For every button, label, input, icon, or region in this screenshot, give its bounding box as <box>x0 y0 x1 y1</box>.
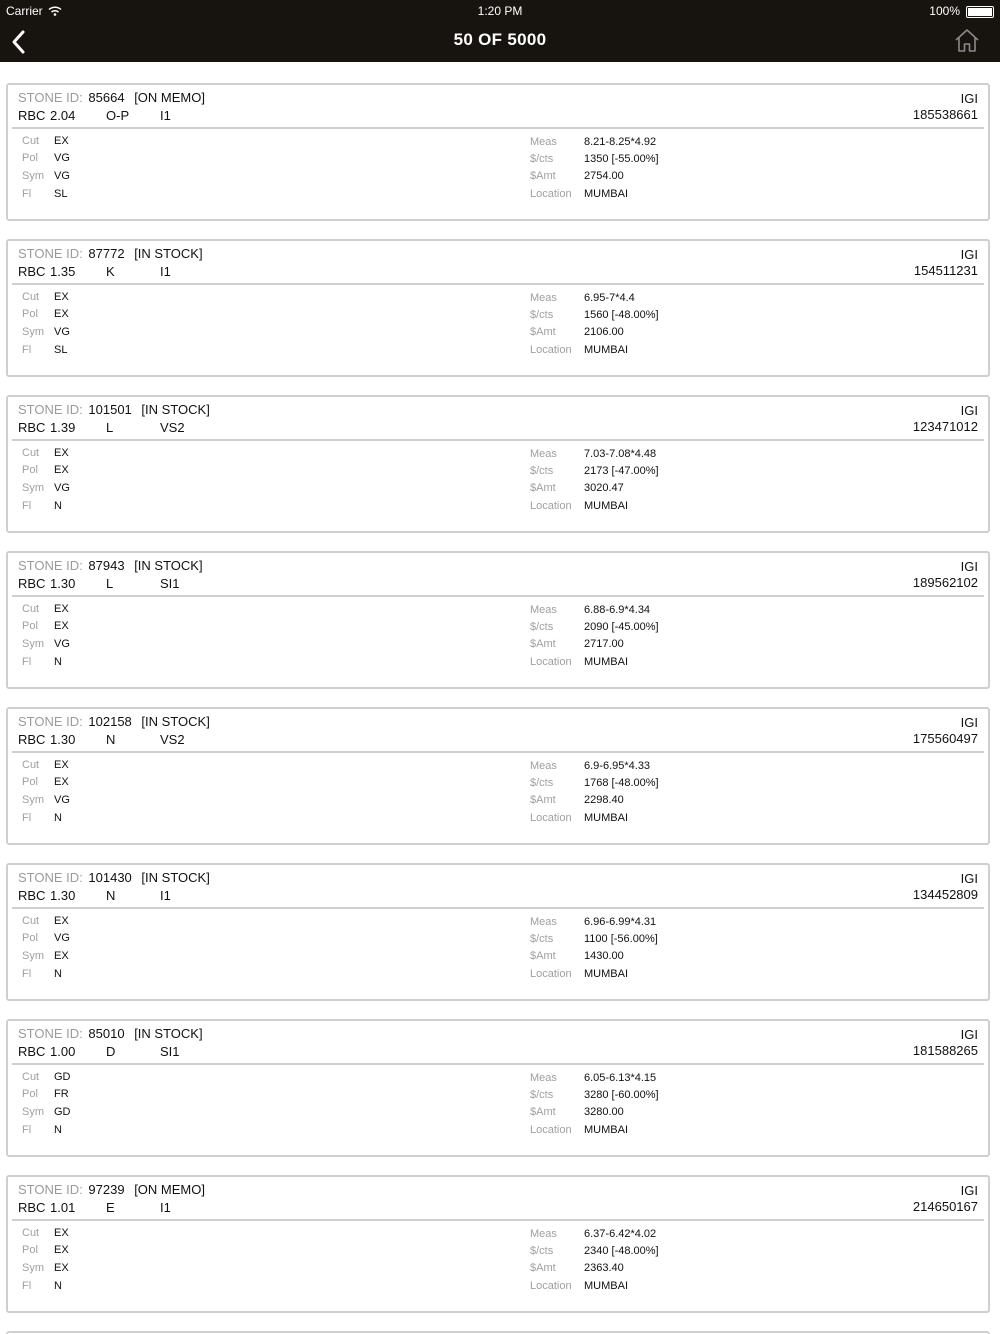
home-icon[interactable] <box>954 27 980 53</box>
prop-cut-value: EX <box>54 291 69 303</box>
prop-pol-label: Pol <box>22 1244 38 1256</box>
stone-shape: RBC <box>18 420 46 435</box>
prop-pol-value: VG <box>54 932 70 944</box>
prop-sym-value: VG <box>54 482 70 494</box>
prop-pol-value: EX <box>54 464 69 476</box>
prop-meas-label: Meas <box>530 1228 557 1240</box>
prop-per-ct-label: $/cts <box>530 309 554 321</box>
prop-per-ct-label: $/cts <box>530 1089 554 1101</box>
prop-cut-label: Cut <box>22 759 40 771</box>
prop-pol-label: Pol <box>22 776 38 788</box>
prop-per-ct-value: 1100 [-56.00%] <box>584 933 658 945</box>
prop-cut-label: Cut <box>22 915 40 927</box>
stone-status: [IN STOCK] <box>141 402 210 417</box>
prop-location-value: MUMBAI <box>584 968 628 980</box>
prop-location-value: MUMBAI <box>584 188 628 200</box>
stone-id-row <box>18 1182 205 1197</box>
prop-location-label: Location <box>530 1280 572 1292</box>
prop-fl-value: N <box>54 1124 62 1136</box>
prop-fl-label: Fl <box>22 1124 32 1136</box>
stone-card[interactable] <box>6 239 990 377</box>
stone-card-header <box>12 1177 984 1221</box>
stone-card[interactable] <box>6 83 990 221</box>
stone-color: E <box>106 1200 115 1215</box>
prop-cut-value: GD <box>54 1071 71 1083</box>
prop-meas-value: 7.03-7.08*4.48 <box>584 448 657 460</box>
prop-cut-label: Cut <box>22 603 40 615</box>
stone-card[interactable] <box>6 1019 990 1157</box>
stone-id-value: 97239 <box>88 1182 125 1197</box>
lab-name: IGI <box>960 91 978 106</box>
stone-color: L <box>106 576 114 591</box>
prop-location-value: MUMBAI <box>584 500 628 512</box>
battery-percent: 100% <box>929 4 960 18</box>
prop-amt-label: $Amt <box>530 326 556 338</box>
certificate-number[interactable]: 185538661 <box>912 107 978 122</box>
prop-amt-value: 3280.00 <box>584 1106 624 1118</box>
prop-amt-value: 3020.47 <box>584 482 624 494</box>
stone-card[interactable] <box>6 395 990 533</box>
prop-pol-label: Pol <box>22 1088 38 1100</box>
prop-fl-value: N <box>54 1280 62 1292</box>
stone-clarity: I1 <box>160 888 171 903</box>
prop-meas-value: 8.21-8.25*4.92 <box>584 136 657 148</box>
prop-sym-label: Sym <box>22 326 44 338</box>
navigation-bar <box>0 0 1000 62</box>
prop-fl-label: Fl <box>22 188 32 200</box>
prop-sym-value: VG <box>54 170 70 182</box>
prop-fl-value: N <box>54 968 62 980</box>
stone-id-label: STONE ID: <box>18 714 83 729</box>
prop-location-value: MUMBAI <box>584 1280 628 1292</box>
prop-fl-value: N <box>54 812 62 824</box>
prop-meas-value: 6.88-6.9*4.34 <box>584 604 651 616</box>
stone-clarity: I1 <box>160 1200 171 1215</box>
stone-id-value: 85664 <box>88 90 125 105</box>
stone-clarity: SI1 <box>160 1044 180 1059</box>
stone-shape: RBC <box>18 888 46 903</box>
prop-sym-label: Sym <box>22 638 44 650</box>
prop-amt-label: $Amt <box>530 1106 556 1118</box>
prop-pol-label: Pol <box>22 152 38 164</box>
prop-cut-label: Cut <box>22 291 40 303</box>
prop-location-label: Location <box>530 344 572 356</box>
prop-sym-value: VG <box>54 326 70 338</box>
prop-cut-value: EX <box>54 447 69 459</box>
prop-location-label: Location <box>530 656 572 668</box>
prop-cut-label: Cut <box>22 135 40 147</box>
stone-clarity: I1 <box>160 108 171 123</box>
stone-card[interactable] <box>6 551 990 689</box>
prop-meas-value: 6.05-6.13*4.15 <box>584 1072 657 1084</box>
prop-location-label: Location <box>530 812 572 824</box>
prop-location-label: Location <box>530 188 572 200</box>
prop-amt-label: $Amt <box>530 638 556 650</box>
lab-name: IGI <box>960 1183 978 1198</box>
stone-shape: RBC <box>18 1044 46 1059</box>
prop-fl-label: Fl <box>22 1280 32 1292</box>
stone-id-label: STONE ID: <box>18 402 83 417</box>
stone-id-label: STONE ID: <box>18 870 83 885</box>
stone-color: D <box>106 1044 116 1059</box>
stone-color: N <box>106 888 116 903</box>
stone-clarity: SI1 <box>160 576 180 591</box>
prop-per-ct-value: 2173 [-47.00%] <box>584 465 659 477</box>
stone-color: K <box>106 264 115 279</box>
prop-meas-value: 6.9-6.95*4.33 <box>584 760 651 772</box>
prop-per-ct-value: 2090 [-45.00%] <box>584 621 659 633</box>
prop-pol-value: EX <box>54 776 69 788</box>
prop-cut-value: EX <box>54 915 69 927</box>
stone-shape: RBC <box>18 108 46 123</box>
stone-color: N <box>106 732 116 747</box>
stone-id-value: 101501 <box>88 402 132 417</box>
stone-status: [IN STOCK] <box>134 558 203 573</box>
prop-per-ct-value: 1350 [-55.00%] <box>584 153 659 165</box>
stone-color: L <box>106 420 114 435</box>
prop-pol-value: EX <box>54 620 69 632</box>
lab-name: IGI <box>960 715 978 730</box>
lab-name: IGI <box>960 403 978 418</box>
stone-card[interactable] <box>6 707 990 845</box>
stone-shape: RBC <box>18 732 46 747</box>
stone-id-value: 87943 <box>88 558 125 573</box>
prop-sym-value: GD <box>54 1106 71 1118</box>
stone-id-row <box>18 90 205 105</box>
stone-status: [IN STOCK] <box>141 714 210 729</box>
prop-per-ct-label: $/cts <box>530 465 554 477</box>
stone-id-label: STONE ID: <box>18 90 83 105</box>
prop-fl-value: SL <box>54 344 68 356</box>
prop-cut-value: EX <box>54 603 69 615</box>
prop-cut-label: Cut <box>22 1227 40 1239</box>
prop-per-ct-value: 1768 [-48.00%] <box>584 777 659 789</box>
prop-cut-label: Cut <box>22 447 40 459</box>
prop-meas-label: Meas <box>530 1072 557 1084</box>
prop-fl-value: SL <box>54 188 68 200</box>
stone-status: [ON MEMO] <box>134 90 205 105</box>
prop-fl-label: Fl <box>22 656 32 668</box>
stone-color: O-P <box>106 108 130 123</box>
stone-card-header <box>12 553 984 597</box>
prop-amt-value: 2363.40 <box>584 1262 624 1274</box>
prop-location-value: MUMBAI <box>584 344 628 356</box>
prop-per-ct-value: 1560 [-48.00%] <box>584 309 659 321</box>
certificate-number[interactable]: 134452809 <box>912 887 978 902</box>
prop-cut-label: Cut <box>22 1071 40 1083</box>
prop-amt-label: $Amt <box>530 170 556 182</box>
prop-meas-label: Meas <box>530 292 557 304</box>
stone-card[interactable] <box>6 863 990 1001</box>
stone-id-row <box>18 714 210 729</box>
prop-per-ct-label: $/cts <box>530 153 554 165</box>
stone-id-value: 102158 <box>88 714 132 729</box>
prop-sym-label: Sym <box>22 170 44 182</box>
prop-pol-label: Pol <box>22 308 38 320</box>
stone-clarity: VS2 <box>160 732 185 747</box>
certificate-number[interactable]: 189562102 <box>912 575 978 590</box>
stone-carat: 1.01 <box>50 1200 76 1215</box>
prop-per-ct-value: 2340 [-48.00%] <box>584 1245 659 1257</box>
prop-pol-label: Pol <box>22 464 38 476</box>
certificate-number[interactable]: 181588265 <box>912 1043 978 1058</box>
stone-clarity: I1 <box>160 264 171 279</box>
stone-shape: RBC <box>18 576 46 591</box>
stone-carat: 1.30 <box>50 888 76 903</box>
stone-card-header <box>12 1021 984 1065</box>
prop-amt-value: 2717.00 <box>584 638 624 650</box>
prop-location-value: MUMBAI <box>584 1124 628 1136</box>
battery-icon <box>966 6 994 18</box>
stone-shape: RBC <box>18 264 46 279</box>
prop-meas-value: 6.96-6.99*4.31 <box>584 916 657 928</box>
certificate-number[interactable]: 154511231 <box>913 263 978 278</box>
prop-meas-label: Meas <box>530 448 557 460</box>
stone-card[interactable] <box>6 1175 990 1313</box>
prop-amt-label: $Amt <box>530 950 556 962</box>
prop-per-ct-label: $/cts <box>530 1245 554 1257</box>
prop-amt-value: 1430.00 <box>584 950 624 962</box>
prop-sym-label: Sym <box>22 1106 44 1118</box>
prop-amt-value: 2298.40 <box>584 794 624 806</box>
stone-carat: 2.04 <box>50 108 76 123</box>
prop-cut-value: EX <box>54 135 69 147</box>
stone-shape: RBC <box>18 1200 46 1215</box>
prop-amt-label: $Amt <box>530 1262 556 1274</box>
clock: 1:20 PM <box>477 4 523 18</box>
stone-id-row <box>18 1026 203 1041</box>
lab-name: IGI <box>960 247 978 262</box>
prop-sym-value: EX <box>54 950 69 962</box>
prop-sym-label: Sym <box>22 482 44 494</box>
stone-status: [IN STOCK] <box>134 246 203 261</box>
stone-carat: 1.35 <box>50 264 76 279</box>
prop-meas-label: Meas <box>530 604 557 616</box>
prop-pol-value: FR <box>54 1088 69 1100</box>
prop-sym-label: Sym <box>22 950 44 962</box>
prop-location-label: Location <box>530 500 572 512</box>
carrier-text: Carrier <box>6 4 43 18</box>
stone-status: [ON MEMO] <box>134 1182 205 1197</box>
prop-pol-value: EX <box>54 1244 69 1256</box>
prop-meas-value: 6.37-6.42*4.02 <box>584 1228 657 1240</box>
prop-pol-value: VG <box>54 152 70 164</box>
prop-per-ct-value: 3280 [-60.00%] <box>584 1089 659 1101</box>
prop-per-ct-label: $/cts <box>530 933 554 945</box>
prop-location-label: Location <box>530 968 572 980</box>
page-title: 50 OF 5000 <box>453 30 547 49</box>
stone-card-header <box>12 709 984 753</box>
stone-id-label: STONE ID: <box>18 1026 83 1041</box>
stone-card-header <box>12 397 984 441</box>
prop-meas-label: Meas <box>530 136 557 148</box>
certificate-number[interactable]: 175560497 <box>912 731 978 746</box>
lab-name: IGI <box>960 1027 978 1042</box>
stone-carat: 1.30 <box>50 732 76 747</box>
stone-id-row <box>18 870 210 885</box>
prop-meas-label: Meas <box>530 916 557 928</box>
certificate-number[interactable]: 214650167 <box>912 1199 978 1214</box>
stone-card-header <box>12 85 984 129</box>
prop-sym-value: VG <box>54 794 70 806</box>
prop-fl-label: Fl <box>22 344 32 356</box>
stone-id-row <box>18 558 203 573</box>
prop-fl-label: Fl <box>22 812 32 824</box>
prop-pol-value: EX <box>54 308 69 320</box>
prop-sym-value: VG <box>54 638 70 650</box>
prop-location-value: MUMBAI <box>584 812 628 824</box>
prop-amt-label: $Amt <box>530 482 556 494</box>
stone-status: [IN STOCK] <box>141 870 210 885</box>
stone-list[interactable] <box>0 62 1000 1334</box>
prop-pol-label: Pol <box>22 620 38 632</box>
stone-carat: 1.30 <box>50 576 76 591</box>
prop-fl-label: Fl <box>22 500 32 512</box>
stone-id-label: STONE ID: <box>18 1182 83 1197</box>
stone-id-label: STONE ID: <box>18 246 83 261</box>
prop-per-ct-label: $/cts <box>530 777 554 789</box>
prop-fl-label: Fl <box>22 968 32 980</box>
stone-card-header <box>12 241 984 285</box>
prop-sym-label: Sym <box>22 794 44 806</box>
stone-id-row <box>18 246 203 261</box>
stone-carat: 1.39 <box>50 420 76 435</box>
prop-fl-value: N <box>54 500 62 512</box>
prop-pol-label: Pol <box>22 932 38 944</box>
stone-id-value: 101430 <box>88 870 132 885</box>
prop-fl-value: N <box>54 656 62 668</box>
prop-amt-value: 2106.00 <box>584 326 624 338</box>
prop-meas-label: Meas <box>530 760 557 772</box>
lab-name: IGI <box>960 871 978 886</box>
stone-status: [IN STOCK] <box>134 1026 203 1041</box>
stone-id-row <box>18 402 210 417</box>
stone-id-value: 85010 <box>88 1026 125 1041</box>
prop-sym-label: Sym <box>22 1262 44 1274</box>
prop-cut-value: EX <box>54 1227 69 1239</box>
stone-clarity: VS2 <box>160 420 185 435</box>
prop-amt-value: 2754.00 <box>584 170 624 182</box>
prop-cut-value: EX <box>54 759 69 771</box>
prop-per-ct-label: $/cts <box>530 621 554 633</box>
prop-location-value: MUMBAI <box>584 656 628 668</box>
stone-id-label: STONE ID: <box>18 558 83 573</box>
prop-location-label: Location <box>530 1124 572 1136</box>
prop-amt-label: $Amt <box>530 794 556 806</box>
stone-card-header <box>12 865 984 909</box>
certificate-number[interactable]: 123471012 <box>912 419 978 434</box>
lab-name: IGI <box>960 559 978 574</box>
stone-carat: 1.00 <box>50 1044 76 1059</box>
stone-id-value: 87772 <box>88 246 125 261</box>
prop-sym-value: EX <box>54 1262 69 1274</box>
prop-meas-value: 6.95-7*4.4 <box>584 292 635 304</box>
